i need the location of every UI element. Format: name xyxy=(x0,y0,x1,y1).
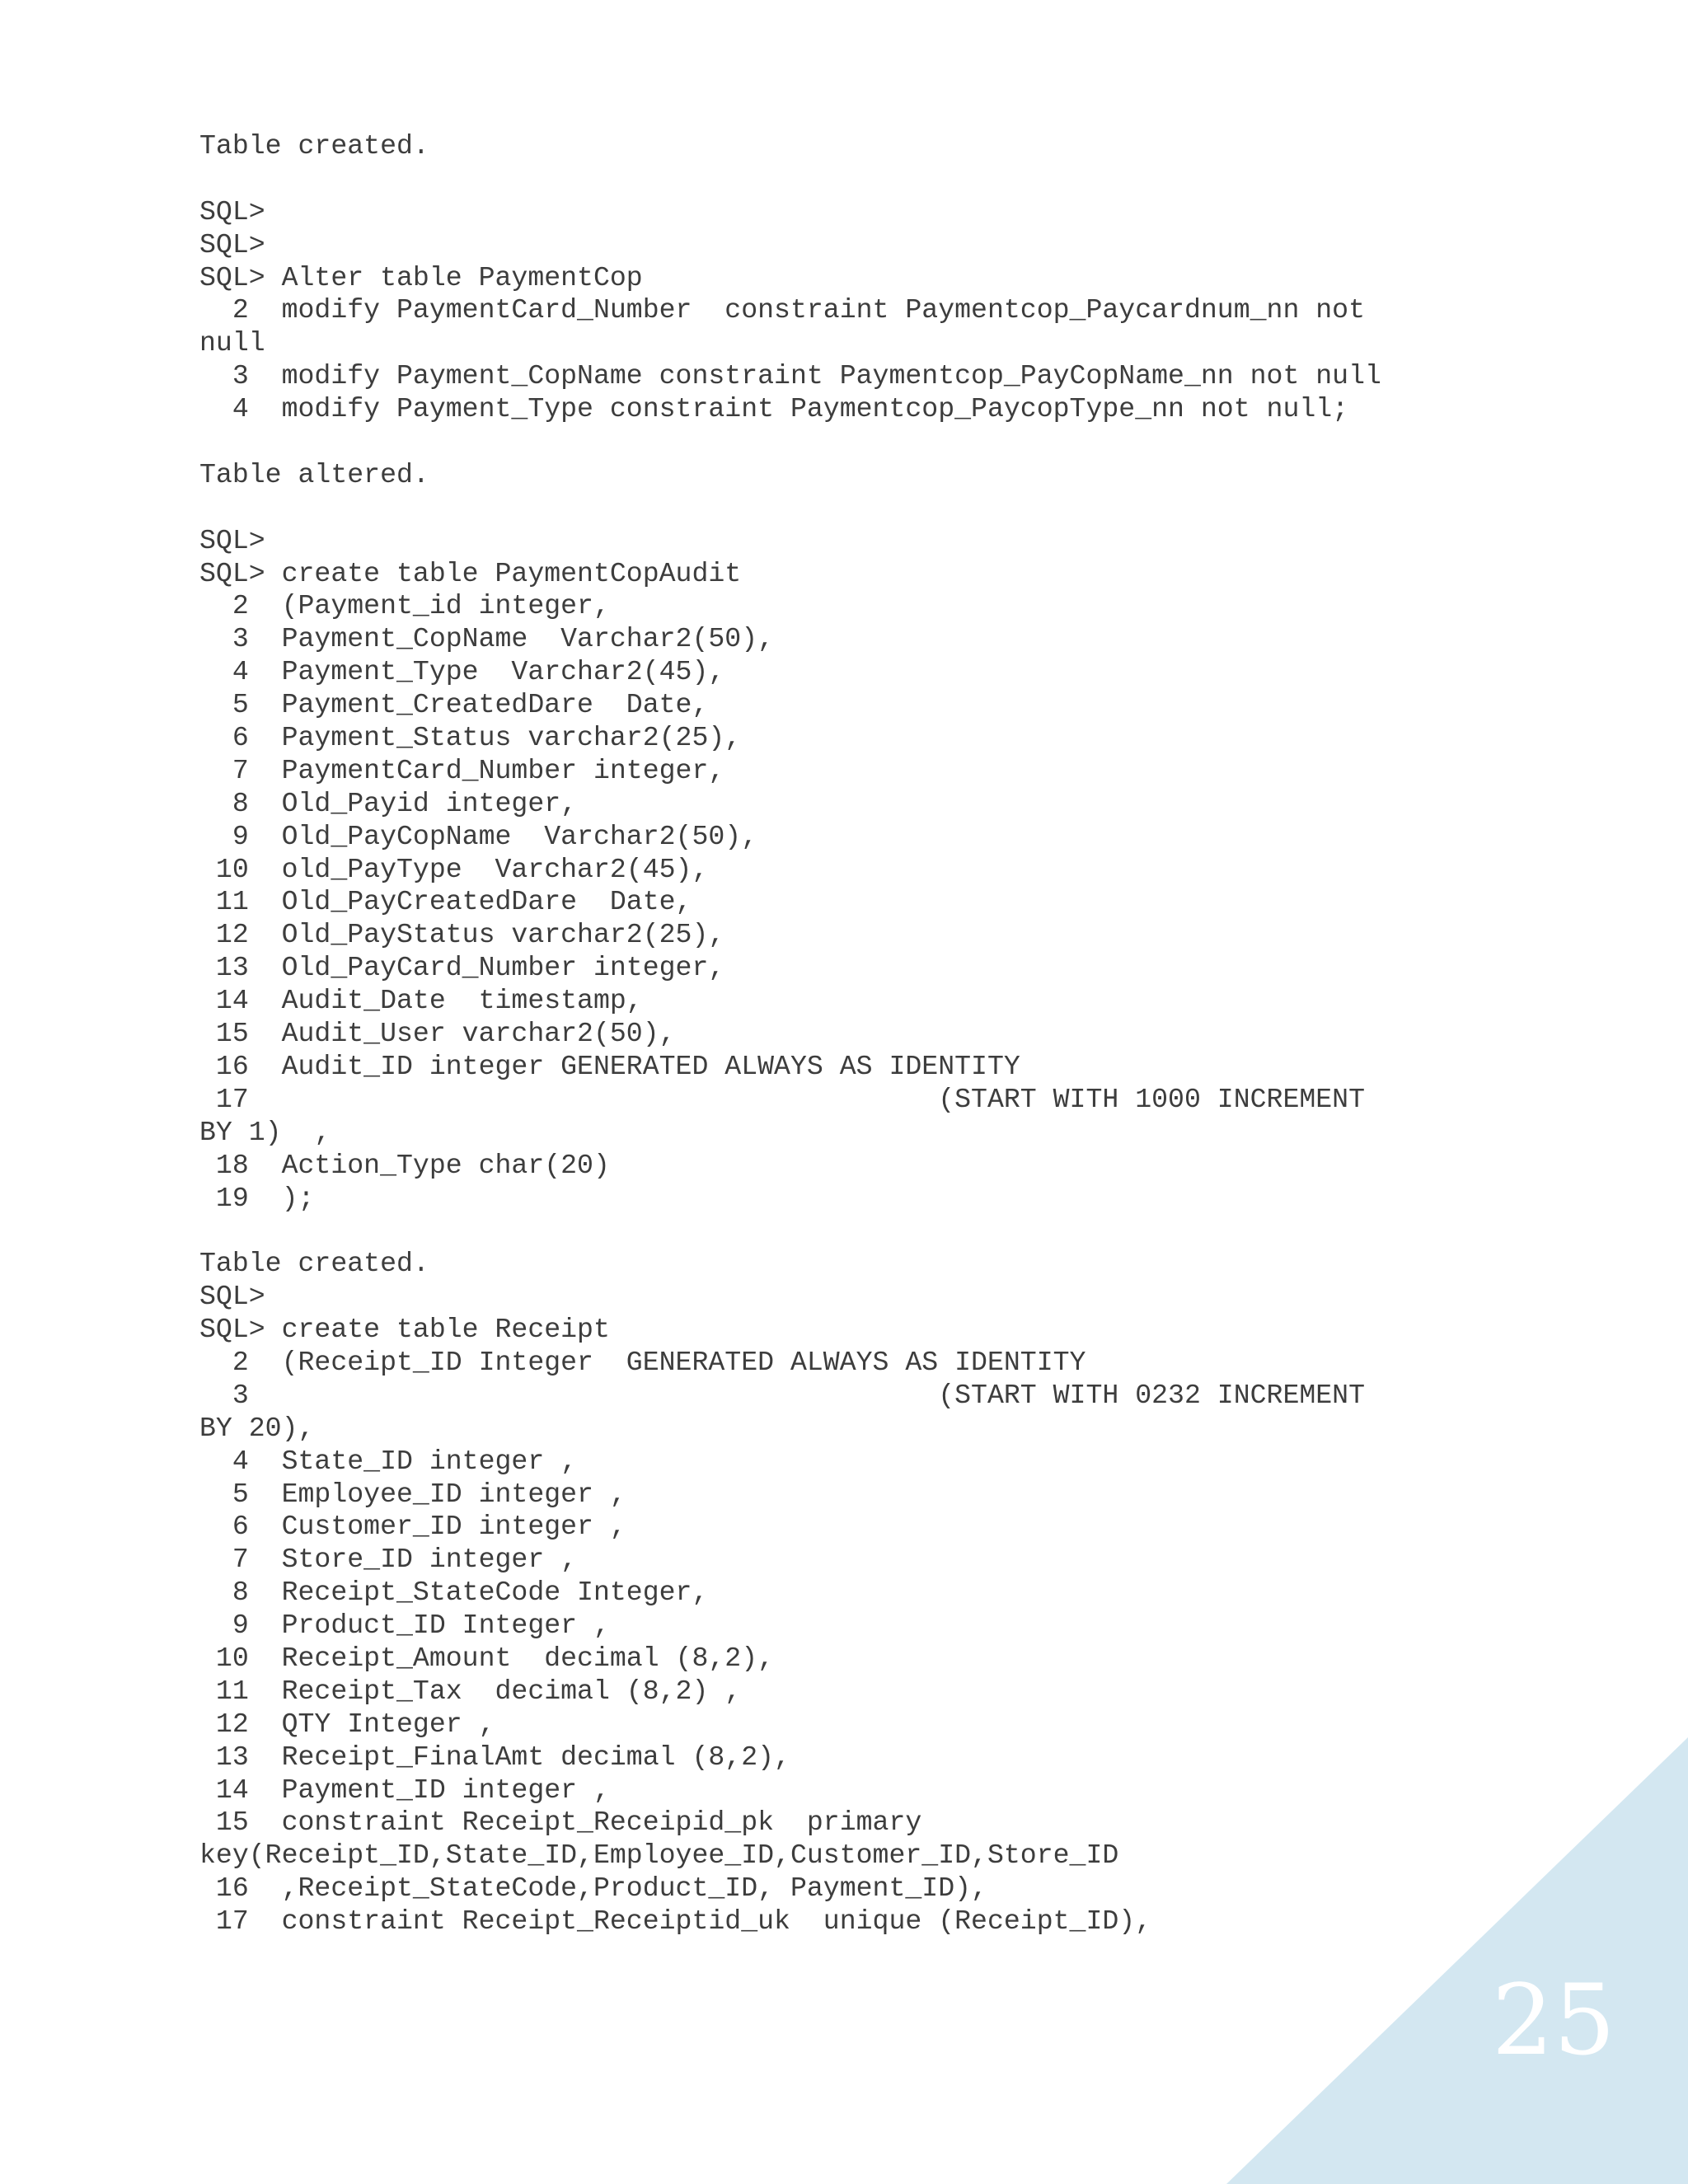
code-line: 16 Audit_ID integer GENERATED ALWAYS AS IDENTITY xyxy=(199,1050,1020,1082)
code-line: 3 modify Payment_CopName constraint Paymentcop_PayCopName_nn not null xyxy=(199,360,1381,392)
code-line: SQL> xyxy=(199,1281,265,1313)
code-line: 15 Audit_User varchar2(50), xyxy=(199,1018,676,1050)
code-line: 7 Store_ID integer , xyxy=(199,1544,578,1576)
code-line: 18 Action_Type char(20) xyxy=(199,1149,610,1181)
blank-line xyxy=(199,492,1381,525)
code-line: 17 (START WITH 1000 INCREMENT xyxy=(199,1083,1366,1115)
code-line: 13 Old_PayCard_Number integer, xyxy=(199,952,725,984)
code-line: 11 Old_PayCreatedDare Date, xyxy=(199,886,692,918)
code-line: 5 Payment_CreatedDare Date, xyxy=(199,689,709,721)
code-line: 2 modify PaymentCard_Number constraint Paymentcop_Paycardnum_nn not xyxy=(199,294,1366,326)
code-line: 4 Payment_Type Varchar2(45), xyxy=(199,656,725,688)
code-line: null xyxy=(199,327,265,359)
blank-line xyxy=(199,1215,1381,1248)
code-line: SQL> create table PaymentCopAudit xyxy=(199,557,742,589)
code-line: 8 Old_Payid integer, xyxy=(199,787,578,819)
code-line: 11 Receipt_Tax decimal (8,2) , xyxy=(199,1675,742,1707)
code-line: 4 modify Payment_Type constraint Paymentcop_PaycopType_nn not null; xyxy=(199,393,1349,425)
code-line: 4 State_ID integer , xyxy=(199,1445,578,1477)
code-line: 16 ,Receipt_StateCode,Product_ID, Payment_ID), xyxy=(199,1872,987,1905)
code-line: 15 constraint Receipt_Receipid_pk primary xyxy=(199,1807,922,1839)
code-line: 7 PaymentCard_Number integer, xyxy=(199,754,725,786)
code-line: 2 (Payment_id integer, xyxy=(199,590,610,622)
sql-transcript xyxy=(199,130,1381,1938)
code-line: 10 old_PayType Varchar2(45), xyxy=(199,853,709,885)
code-line: 3 (START WITH 0232 INCREMENT xyxy=(199,1379,1366,1411)
code-line: BY 1) , xyxy=(199,1116,331,1148)
code-line: BY 20), xyxy=(199,1412,315,1444)
code-line: 6 Customer_ID integer , xyxy=(199,1511,626,1543)
code-line: 9 Old_PayCopName Varchar2(50), xyxy=(199,820,758,852)
code-line: SQL> xyxy=(199,195,265,227)
code-line: 5 Employee_ID integer , xyxy=(199,1478,626,1510)
code-line: 14 Payment_ID integer , xyxy=(199,1774,610,1806)
code-line: SQL> Alter table PaymentCop xyxy=(199,261,643,293)
code-line: 8 Receipt_StateCode Integer, xyxy=(199,1577,709,1609)
code-line: 12 Old_PayStatus varchar2(25), xyxy=(199,919,725,951)
code-line: 2 (Receipt_ID Integer GENERATED ALWAYS AS IDENTITY xyxy=(199,1346,1086,1378)
blank-line xyxy=(199,426,1381,459)
code-line: SQL> xyxy=(199,524,265,556)
code-line: 6 Payment_Status varchar2(25), xyxy=(199,722,742,754)
code-line: Table created. xyxy=(199,1248,429,1280)
code-line: 14 Audit_Date timestamp, xyxy=(199,985,643,1017)
code-line: SQL> create table Receipt xyxy=(199,1314,610,1346)
code-line: 13 Receipt_FinalAmt decimal (8,2), xyxy=(199,1741,790,1773)
blank-line xyxy=(199,163,1381,196)
code-line: 19 ); xyxy=(199,1182,315,1214)
code-line: key(Receipt_ID,State_ID,Employee_ID,Customer_ID,Store_ID xyxy=(199,1840,1119,1872)
code-line: 9 Product_ID Integer , xyxy=(199,1610,610,1642)
page-number: 25 xyxy=(1491,1963,1615,2077)
code-line: 17 constraint Receipt_Receiptid_uk unique (Receipt_ID), xyxy=(199,1905,1152,1938)
code-line: 12 QTY Integer , xyxy=(199,1708,495,1740)
code-line: 3 Payment_CopName Varchar2(50), xyxy=(199,623,775,655)
code-line: Table altered. xyxy=(199,458,429,490)
code-line: Table created. xyxy=(199,130,429,162)
code-line: 10 Receipt_Amount decimal (8,2), xyxy=(199,1642,775,1674)
code-line: SQL> xyxy=(199,228,265,260)
